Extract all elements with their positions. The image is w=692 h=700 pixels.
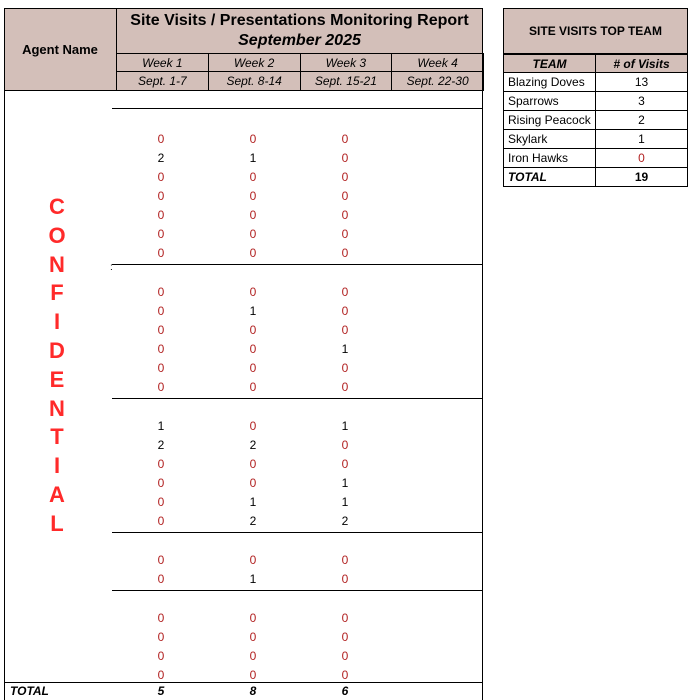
cell-value: 0 bbox=[341, 572, 349, 586]
cell-value: 0 bbox=[249, 380, 257, 394]
cell-value: 0 bbox=[341, 285, 349, 299]
top-team-total-value: 19 bbox=[595, 167, 688, 187]
cell-value: 2 bbox=[249, 438, 257, 452]
cell-value: 0 bbox=[341, 246, 349, 260]
watermark-letter: O bbox=[48, 222, 66, 248]
top-team-total-label: TOTAL bbox=[503, 167, 596, 187]
watermark-letter: I bbox=[53, 309, 61, 335]
cell-value: 2 bbox=[341, 514, 349, 528]
top-team-visits: 3 bbox=[595, 91, 688, 111]
cell-value: 0 bbox=[341, 304, 349, 318]
cell-value: 0 bbox=[249, 419, 257, 433]
cell-value: 0 bbox=[341, 132, 349, 146]
cell-value: 0 bbox=[341, 380, 349, 394]
cell-value: 0 bbox=[249, 170, 257, 184]
week-dates-2: Sept. 8-14 bbox=[208, 71, 301, 91]
cell-value: 0 bbox=[249, 227, 257, 241]
cell-value: 0 bbox=[157, 361, 165, 375]
total-label: TOTAL bbox=[10, 684, 49, 698]
cell-value: 0 bbox=[249, 189, 257, 203]
week-dates-3: Sept. 15-21 bbox=[300, 71, 393, 91]
cell-value: 0 bbox=[249, 285, 257, 299]
week-dates-1: Sept. 1-7 bbox=[116, 71, 209, 91]
top-team-visits: 2 bbox=[595, 110, 688, 130]
totals-rule bbox=[4, 682, 483, 683]
cell-value: 0 bbox=[249, 361, 257, 375]
watermark-letter: I bbox=[53, 453, 61, 479]
group-divider bbox=[112, 264, 483, 265]
agent-name-header: Agent Name bbox=[22, 42, 98, 57]
cell-value: 0 bbox=[157, 553, 165, 567]
cell-value: 0 bbox=[157, 132, 165, 146]
group-divider bbox=[112, 398, 483, 399]
cell-value: 0 bbox=[249, 457, 257, 471]
watermark-letter: L bbox=[50, 510, 64, 536]
cell-value: 0 bbox=[249, 132, 257, 146]
cell-value: 0 bbox=[157, 304, 165, 318]
cell-value: 1 bbox=[157, 419, 165, 433]
week-label-3: Week 3 bbox=[300, 53, 393, 72]
cell-value: 0 bbox=[157, 380, 165, 394]
watermark-letter: E bbox=[49, 366, 65, 392]
top-team-visits: 13 bbox=[595, 72, 688, 92]
cell-value: 0 bbox=[157, 457, 165, 471]
top-team-name: Rising Peacock bbox=[503, 110, 596, 130]
cell-value: 0 bbox=[341, 630, 349, 644]
cell-value: 0 bbox=[249, 611, 257, 625]
cell-value: 1 bbox=[249, 572, 257, 586]
cell-value: 0 bbox=[157, 572, 165, 586]
cell-value: 0 bbox=[341, 323, 349, 337]
cell-value: 0 bbox=[157, 246, 165, 260]
cell-value: 0 bbox=[157, 514, 165, 528]
cell-value: 0 bbox=[341, 649, 349, 663]
cell-value: 0 bbox=[341, 438, 349, 452]
cell-value: 0 bbox=[249, 649, 257, 663]
cell-value: 0 bbox=[157, 476, 165, 490]
report-title: Site Visits / Presentations Monitoring Report bbox=[130, 12, 469, 29]
top-team-name: Sparrows bbox=[503, 91, 596, 111]
cell-value: 0 bbox=[341, 151, 349, 165]
week-label-2: Week 2 bbox=[208, 53, 301, 72]
cell-value: 1 bbox=[249, 495, 257, 509]
report-subtitle: September 2025 bbox=[238, 32, 361, 49]
cell-value: 0 bbox=[157, 668, 165, 682]
cell-value: 0 bbox=[249, 476, 257, 490]
top-team-title: SITE VISITS TOP TEAM bbox=[503, 8, 688, 54]
watermark-letter: N bbox=[49, 395, 65, 421]
week-label-1: Week 1 bbox=[116, 53, 209, 72]
cell-value: 1 bbox=[341, 476, 349, 490]
cell-value: 0 bbox=[341, 227, 349, 241]
cell-value: 1 bbox=[341, 495, 349, 509]
cell-value: 0 bbox=[249, 630, 257, 644]
cell-value: 0 bbox=[341, 611, 349, 625]
cell-value: 0 bbox=[157, 285, 165, 299]
cell-value: 0 bbox=[341, 668, 349, 682]
cell-value: 0 bbox=[157, 170, 165, 184]
cell-value: 0 bbox=[157, 208, 165, 222]
watermark-letter: T bbox=[50, 424, 64, 450]
group-divider bbox=[112, 532, 483, 533]
cell-value: 0 bbox=[341, 170, 349, 184]
cell-value: 0 bbox=[157, 227, 165, 241]
total-week-3: 6 bbox=[341, 684, 349, 698]
total-week-1: 5 bbox=[157, 684, 165, 698]
top-team-name: Blazing Doves bbox=[503, 72, 596, 92]
stray-mark: : bbox=[110, 262, 113, 273]
group-divider bbox=[112, 590, 483, 591]
top-team-col-visits: # of Visits bbox=[595, 54, 688, 73]
cell-value: 0 bbox=[341, 553, 349, 567]
cell-value: 0 bbox=[341, 457, 349, 471]
cell-value: 0 bbox=[157, 342, 165, 356]
week-dates-4: Sept. 22-30 bbox=[391, 71, 484, 91]
cell-value: 0 bbox=[249, 668, 257, 682]
cell-value: 1 bbox=[249, 151, 257, 165]
cell-value: 2 bbox=[157, 151, 165, 165]
cell-value: 0 bbox=[157, 189, 165, 203]
cell-value: 0 bbox=[157, 611, 165, 625]
cell-value: 0 bbox=[157, 649, 165, 663]
cell-value: 0 bbox=[157, 323, 165, 337]
top-team-name: Skylark bbox=[503, 129, 596, 149]
cell-value: 1 bbox=[341, 419, 349, 433]
week-label-4: Week 4 bbox=[391, 53, 484, 72]
watermark-letter: A bbox=[49, 482, 65, 507]
cell-value: 0 bbox=[341, 189, 349, 203]
cell-value: 2 bbox=[157, 438, 165, 452]
cell-value: 0 bbox=[249, 323, 257, 337]
cell-value: 0 bbox=[249, 208, 257, 222]
cell-value: 0 bbox=[341, 208, 349, 222]
cell-value: 1 bbox=[249, 304, 257, 318]
top-team-name: Iron Hawks bbox=[503, 148, 596, 168]
watermark-letter: C bbox=[49, 194, 65, 219]
watermark-letter: N bbox=[49, 251, 65, 277]
cell-value: 0 bbox=[249, 553, 257, 567]
cell-value: 0 bbox=[341, 361, 349, 375]
cell-value: 0 bbox=[157, 495, 165, 509]
cell-value: 0 bbox=[157, 630, 165, 644]
body-top-rule bbox=[112, 108, 483, 109]
watermark-letter: F bbox=[50, 280, 64, 306]
top-team-visits: 0 bbox=[595, 148, 688, 168]
cell-value: 2 bbox=[249, 514, 257, 528]
top-team-col-team: TEAM bbox=[503, 54, 596, 73]
top-team-visits: 1 bbox=[595, 129, 688, 149]
cell-value: 0 bbox=[249, 342, 257, 356]
watermark-letter: D bbox=[49, 338, 65, 363]
cell-value: 0 bbox=[249, 246, 257, 260]
cell-value: 1 bbox=[341, 342, 349, 356]
total-week-2: 8 bbox=[249, 684, 257, 698]
